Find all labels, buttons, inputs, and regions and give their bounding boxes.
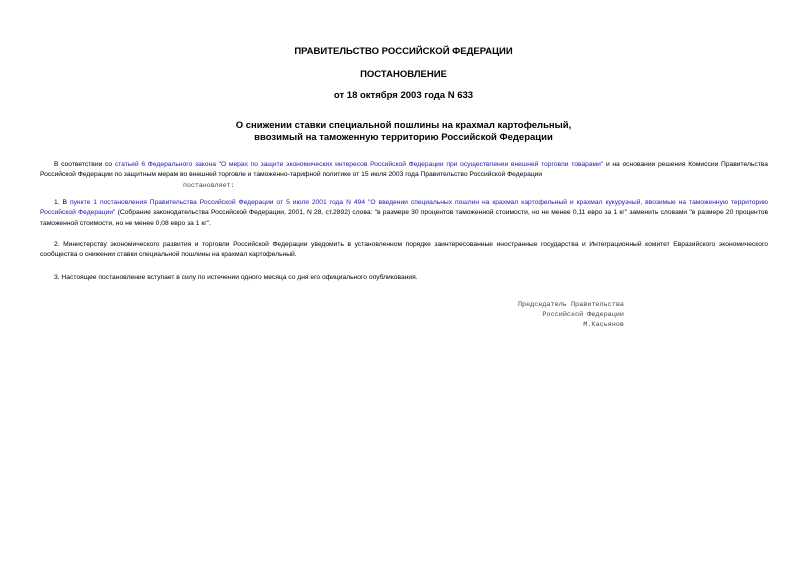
- signature-block: [492, 300, 624, 331]
- title-line-2: ввозимый на таможенную территорию Российской Федерации: [254, 131, 553, 143]
- decree-word: постановляет:: [183, 182, 235, 189]
- item-1-text-2: (Собрание законодательства Российской Федерации, 2001, N 28, ст.2892) слова: "в размере 30 процентов таможенной стоимости, но не менее 0,11 евро за 1 кг" заменить словами "в размере 20 процентов таможенной стоимости, но не менее 0,08 евро за 1 кг".: [40, 209, 768, 227]
- resolution-494-link[interactable]: пункте 1 постановления Правительства Российской Федерации от 5 июля 2001 года N 494 "О введении специальных пошлин на крахмал картофельный и крахмал кукурузный, ввозимые на таможенную территорию Российской Федерации": [40, 199, 768, 217]
- document-title: [0, 120, 807, 143]
- item-3-paragraph: 3. Настоящее постановление вступает в силу по истечении одного месяца со дня его официального опубликования.: [54, 274, 418, 281]
- preamble-paragraph: [40, 160, 768, 181]
- preamble-text-1: В соответствии со: [54, 161, 115, 168]
- signature-position: Председатель Правительства: [517, 301, 624, 309]
- government-heading: ПРАВИТЕЛЬСТВО РОССИЙСКОЙ ФЕДЕРАЦИИ: [294, 46, 513, 57]
- signature-name: М.Касьянов: [583, 321, 624, 330]
- federal-law-link[interactable]: статьей 6 Федерального закона "О мерах по защите экономических интересов Российской Федерации при осуществлении внешней торговли товарами": [114, 161, 604, 168]
- item-2-paragraph: 2. Министерству экономического развития и торговли Российской Федерации уведомить в установленном порядке заинтересованные иностранные государства и Интеграционный комитет Евразийского экономического сообщества о снижении ставки специальной пошлины на крахмал картофельный.: [40, 241, 768, 259]
- signature-country: Российской Федерации: [542, 311, 624, 320]
- item-1-text-1: 1. В: [54, 199, 70, 206]
- title-line-1: О снижении ставки специальной пошлины на крахмал картофельный,: [235, 120, 572, 131]
- document-date-number: от 18 октября 2003 года N 633: [333, 90, 474, 101]
- preamble-text-2: и на основании решения Комиссии Правительства Российской Федерации по защитным мерам во внешней торговле и таможенно-тарифной политике от 15 июля 2003 года Правительство Российской Федерации: [40, 161, 769, 179]
- document-type: ПОСТАНОВЛЕНИЕ: [360, 69, 447, 80]
- item-1-paragraph: [40, 198, 768, 229]
